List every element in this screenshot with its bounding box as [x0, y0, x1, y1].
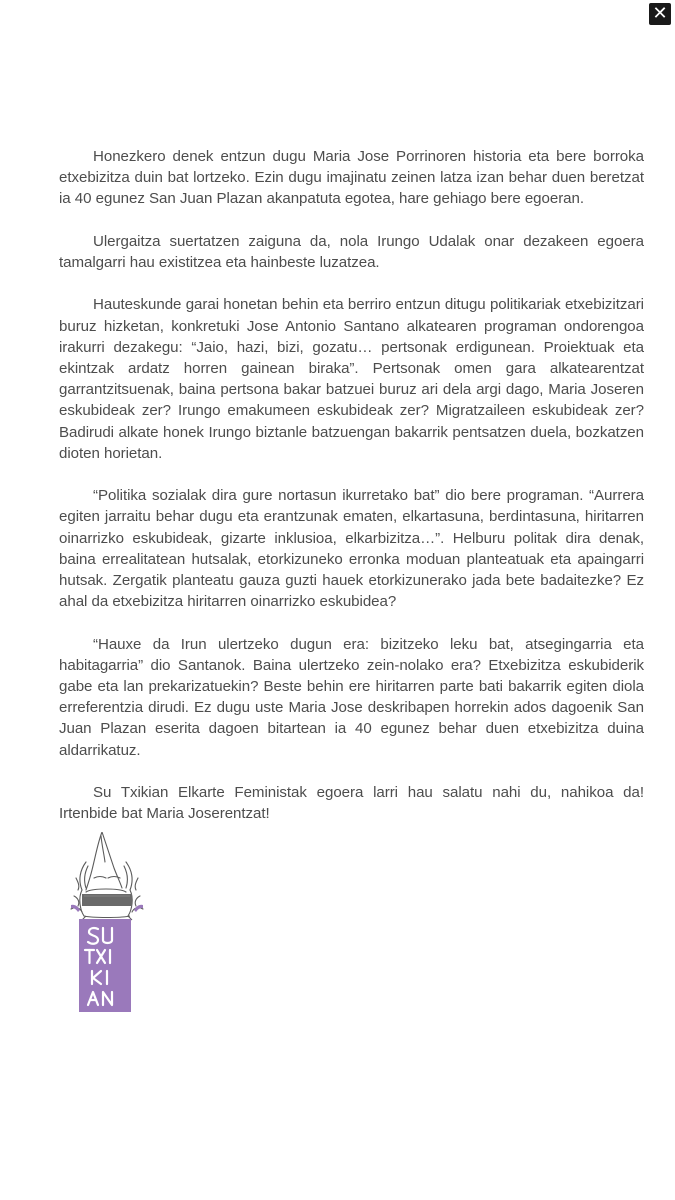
paragraph: “Hauxe da Irun ulertzeko dugun era: bizitzeko leku bat, atsegingarria eta habitagarria” dio Santanok. Baina ulertzeko zein-nolako era? Etxebizitza eskubiderik gabe eta lan prekarizatuekin? Beste behin ere hiritarren parte bati bakarrik egiten diola erreferentzia dirudi. Ez dugu uste Maria Jose deskribapen horrekin ados dagoenik San Juan Plazan eserita dagoen bitartean ia 40 egunez behar duen etxebizitza duina aldarrikatuz. — [59, 635, 644, 759]
paragraph: “Politika sozialak dira gure nortasun ikurretako bat” dio bere programan. “Aurrera egiten jarraitu behar dugu eta erantzunak ematen, elkartasuna, berdintasuna, hiritarren oinarrizko eskubideak, gizarte inklusioa, elkarbizitza…”. Helburu politak dira denak, baina errealitatean hutsalak, etorkizuneko erronka moduan planteatuak eta apaingarri hutsak. Zergatik planteatu gauza guzti hauek etorkizunerako jada bete badaitezke? Ez ahal da etxebizitza hiritarren oinarrizko eskubidea? — [59, 487, 644, 611]
logo-lettering — [68, 832, 146, 1014]
paragraph: Honezkero denek entzun dugu Maria Jose Porrinoren historia eta bere borroka etxebizitza duin bat lortzeko. Ezin dugu imajinatu zeinen latza izan behar duen beretzat ia 40 egunez San Juan Plazan akanpatuta egotea, hare gehiago bere egoeran. — [59, 148, 644, 208]
paragraph: Su Txikian Elkarte Feministak egoera larri hau salatu nahi du, nahikoa da! Irtenbide bat Maria Joserentzat! — [59, 784, 644, 823]
paragraph: Ulergaitza suertatzen zaiguna da, nola Irungo Udalak onar dezakeen egoera tamalgarri hau existitzea eta hainbeste luzatzea. — [59, 232, 644, 271]
su-txikian-logo — [68, 832, 146, 1014]
viewer-top-bar — [0, 0, 675, 28]
letter-body — [59, 146, 644, 846]
paragraph: Hauteskunde garai honetan behin eta berriro entzun ditugu politikariak etxebizitzari buruz hizketan, konkretuki Jose Antonio Santano alkatearen programan ondorengoa irakurri dezakegu: “Jaio, hazi, bizi, gozatu… pertsonak erdigunean. Proiektuak eta ekintzak ardatz horren gainean biraka”. Pertsonak omen gara alkatearentzat garrantzitsuenak, baina pertsona bakar batzuei buruz ari dela argi dago, Maria Joseren eskubideak zer? Irungo emakumeen eskubideak zer? Migratzaileen eskubideak zer? Badirudi alkate honek Irungo biztanle batzuengan bakarrik pentsatzen duela, bozkatzen dioten horietan. — [59, 296, 644, 462]
close-icon[interactable]: ✕ — [649, 3, 671, 25]
